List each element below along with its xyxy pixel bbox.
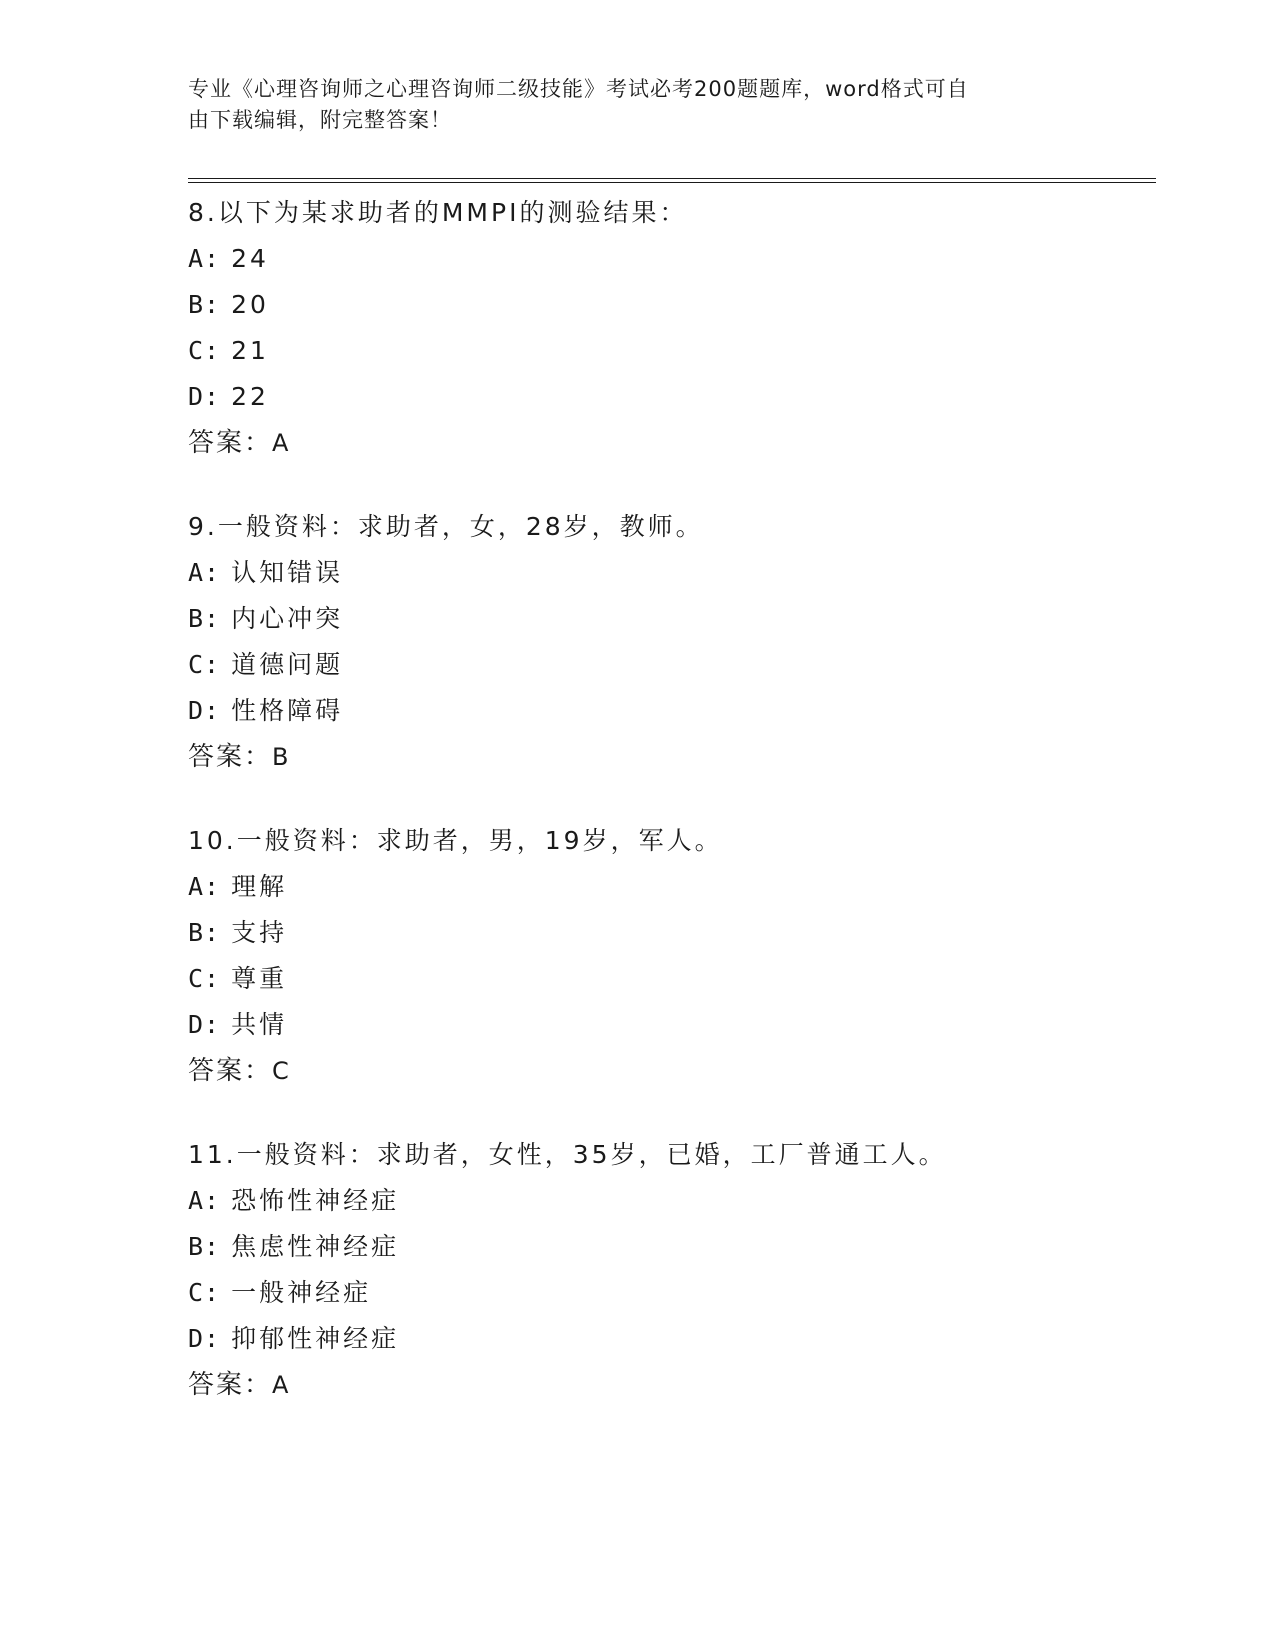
answer-line xyxy=(188,420,1156,466)
option-label: D: xyxy=(188,696,221,725)
option-text: 共情 xyxy=(231,1010,288,1039)
option-a xyxy=(188,864,1156,910)
answer-value: A xyxy=(272,429,291,457)
answer-value: C xyxy=(272,1057,291,1085)
option-d xyxy=(188,688,1156,734)
option-c xyxy=(188,328,1156,374)
option-label: A: xyxy=(188,244,221,273)
option-text: 抑郁性神经症 xyxy=(231,1324,400,1353)
option-b xyxy=(188,910,1156,956)
question-11 xyxy=(188,1132,1156,1408)
option-text: 20 xyxy=(231,290,269,319)
option-c xyxy=(188,1270,1156,1316)
option-d xyxy=(188,374,1156,420)
option-label: A: xyxy=(188,1186,221,1215)
option-text: 理解 xyxy=(231,872,288,901)
answer-label: 答案： xyxy=(188,1056,273,1086)
option-d xyxy=(188,1316,1156,1362)
option-label: C: xyxy=(188,336,221,365)
header-line-2: 由下载编辑，附完整答案！ xyxy=(188,108,452,132)
option-b xyxy=(188,1224,1156,1270)
question-10 xyxy=(188,818,1156,1094)
option-text: 道德问题 xyxy=(231,650,344,679)
answer-label: 答案： xyxy=(188,428,273,458)
option-c xyxy=(188,642,1156,688)
answer-label: 答案： xyxy=(188,742,273,772)
option-label: D: xyxy=(188,382,221,411)
option-label: D: xyxy=(188,1010,221,1039)
option-text: 焦虑性神经症 xyxy=(231,1232,400,1261)
option-text: 认知错误 xyxy=(231,558,344,587)
answer-value: A xyxy=(272,1371,291,1399)
option-label: C: xyxy=(188,650,221,679)
option-label: D: xyxy=(188,1324,221,1353)
option-text: 恐怖性神经症 xyxy=(231,1186,400,1215)
question-stem: 10.一般资料：求助者，男，19岁，军人。 xyxy=(188,826,723,855)
option-a xyxy=(188,550,1156,596)
option-text: 24 xyxy=(231,244,269,273)
answer-line xyxy=(188,1362,1156,1408)
option-label: C: xyxy=(188,1278,221,1307)
option-text: 一般神经症 xyxy=(231,1278,372,1307)
option-d xyxy=(188,1002,1156,1048)
option-text: 内心冲突 xyxy=(231,604,344,633)
option-a xyxy=(188,1178,1156,1224)
option-label: B: xyxy=(188,918,221,947)
header-divider xyxy=(188,178,1156,183)
question-8 xyxy=(188,190,1156,466)
option-a xyxy=(188,236,1156,282)
option-b xyxy=(188,282,1156,328)
question-9 xyxy=(188,504,1156,780)
header-line-1: 专业《心理咨询师之心理咨询师二级技能》考试必考200题题库，word格式可自 xyxy=(188,77,969,101)
option-label: B: xyxy=(188,1232,221,1261)
option-label: C: xyxy=(188,964,221,993)
option-label: A: xyxy=(188,872,221,901)
option-text: 22 xyxy=(231,382,269,411)
question-stem: 8.以下为某求助者的MMPI的测验结果： xyxy=(188,198,688,227)
option-text: 性格障碍 xyxy=(231,696,344,725)
answer-line xyxy=(188,1048,1156,1094)
question-stem: 11.一般资料：求助者，女性，35岁，已婚，工厂普通工人。 xyxy=(188,1140,947,1169)
question-list xyxy=(188,190,1156,1446)
answer-label: 答案： xyxy=(188,1370,273,1400)
question-stem: 9.一般资料：求助者，女，28岁，教师。 xyxy=(188,512,704,541)
option-c xyxy=(188,956,1156,1002)
option-text: 21 xyxy=(231,336,269,365)
answer-line xyxy=(188,734,1156,780)
option-label: B: xyxy=(188,604,221,633)
option-label: B: xyxy=(188,290,221,319)
option-text: 支持 xyxy=(231,918,288,947)
answer-value: B xyxy=(272,743,291,771)
option-text: 尊重 xyxy=(231,964,288,993)
option-b xyxy=(188,596,1156,642)
option-label: A: xyxy=(188,558,221,587)
document-header xyxy=(188,74,1068,136)
